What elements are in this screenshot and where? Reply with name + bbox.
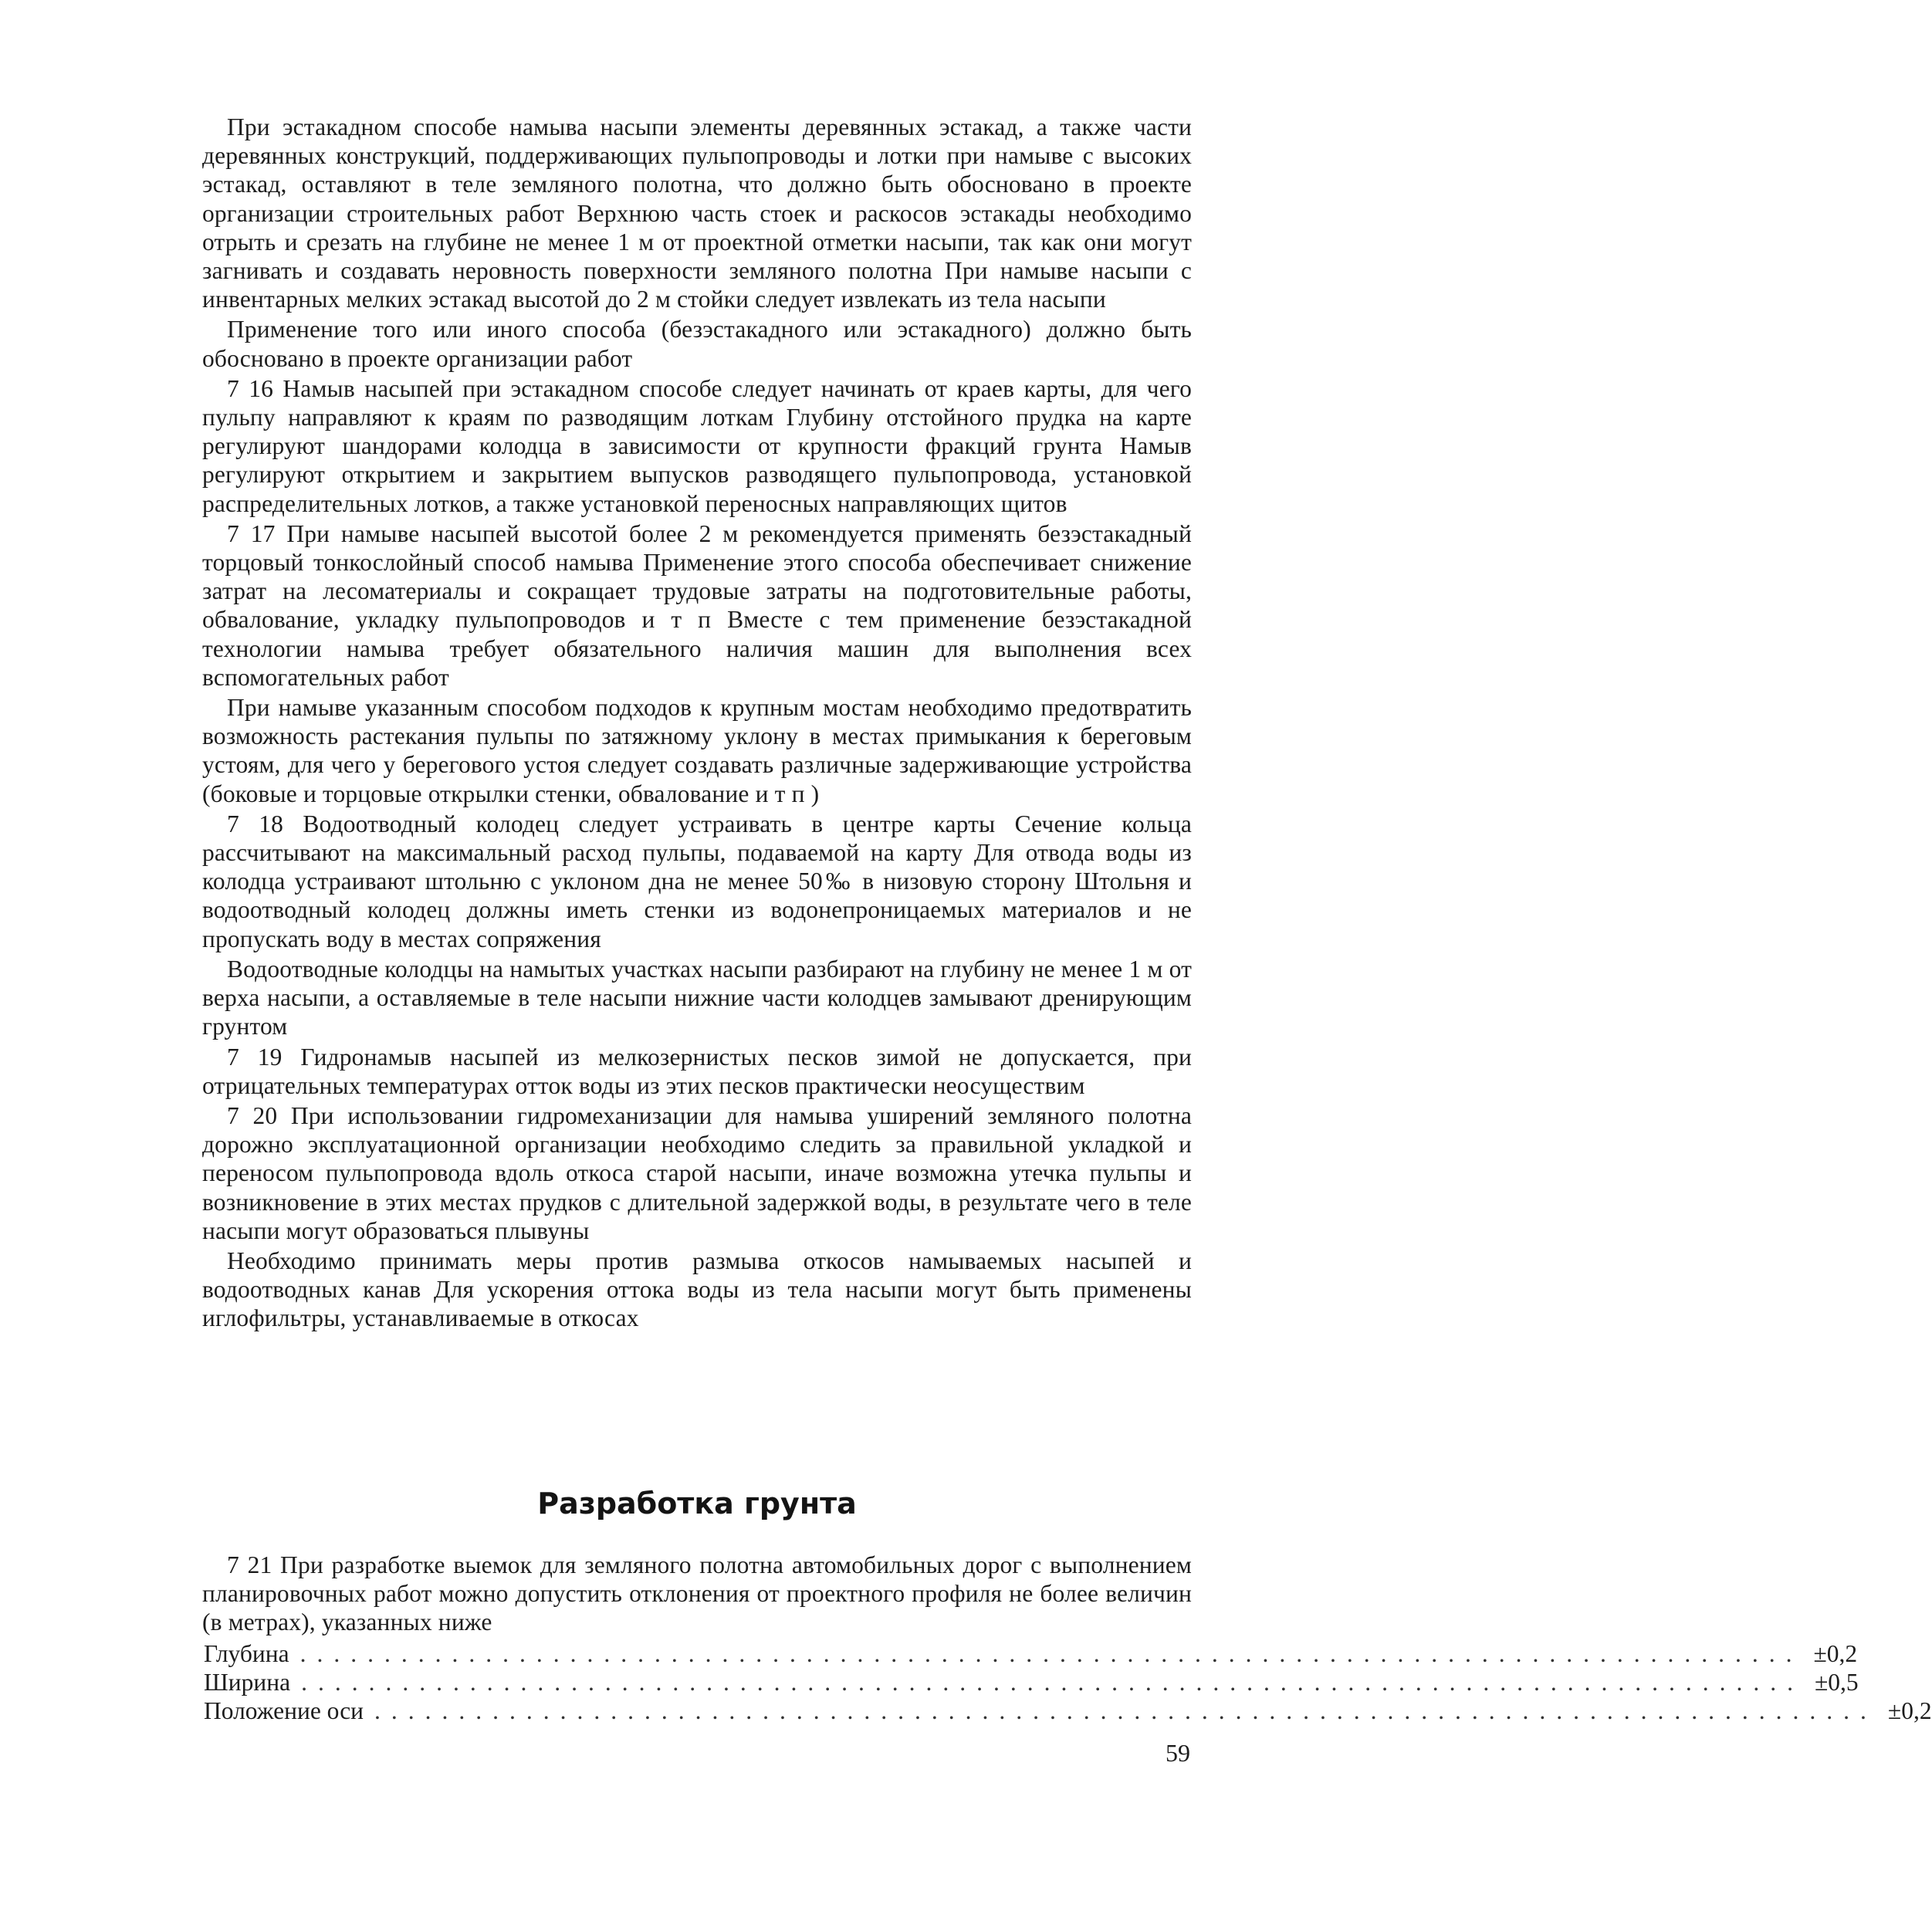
paragraph: Водоотводные колодцы на намытых участках насыпи разбирают на глубину не менее 1 м от верха насыпи, а оставляемые в теле насыпи нижние части колодцев замывают дренирующим грунтом [202,955,1192,1040]
tolerance-row [204,1639,1858,1668]
tolerance-value: ±0,2 [1813,1640,1858,1667]
tolerance-list [204,1639,1932,1725]
dot-leader: ......................................................................................... [301,1669,1804,1696]
paragraph: 7 17 При намыве насыпей высотой более 2 м рекомендуется применять безэстакадный торцовый тонкослойный способ намыва Применение этого способа обеспечивает снижение затрат на лесоматериалы и сокращает трудовые затраты на подготовительные работы, обвалование, укладку пульпопроводов и т п Вместе с тем применение безэстакадной технологии намыва требует обязательного наличия машин для выполнения всех вспомогательных работ [202,519,1192,691]
tolerance-row [204,1668,1859,1696]
tolerance-label: Глубина [204,1640,289,1667]
tolerance-label: Ширина [204,1669,291,1696]
paragraph: 7 16 Намыв насыпей при эстакадном способе следует начинать от краев карты, для чего пульпу направляют к краям по разводящим лоткам Глубину отстойного прудка на карте регулируют шандорами колодца в зависимости от крупности фракций грунта Намыв регулируют открытием и закрытием выпусков разводящего пульпопровода, установкой распределительных лотков, а также установкой переносных направляющих щитов [202,374,1192,517]
paragraph: 7 19 Гидронамыв насыпей из мелкозернистых песков зимой не допускается, при отрицательных температурах отток воды из этих песков практически неосуществим [202,1043,1192,1099]
paragraph: При намыве указанным способом подходов к крупным мостам необходимо предотвратить возможность растекания пульпы по затяжному уклону в местах примыкания к береговым устоям, для чего у берегового устоя следует создавать различные задерживающие устройства (боковые и торцовые открылки стенки, обвалование и т п ) [202,694,1192,807]
paragraph: 7 21 При разработке выемок для земляного полотна автомобильных дорог с выполнением планировочных работ можно допустить отклонения от проектного профиля не более величин (в метрах), указанных ниже [202,1551,1192,1636]
section-intro [202,1551,1192,1639]
paragraph: Необходимо принимать меры против размыва откосов намываемых насыпей и водоотводных канав Для ускорения оттока воды из тела насыпи могут быть применены иглофильтры, устанавливаемые в откосах [202,1247,1192,1332]
tolerance-row [204,1696,1932,1725]
dot-leader: ......................................................................................... [374,1697,1877,1724]
tolerance-label: Положение оси [204,1697,364,1724]
body-text [202,113,1192,1334]
page-number: 59 [1166,1739,1190,1767]
paragraph: 7 20 При использовании гидромеханизации для намыва уширений земляного полотна дорожно эксплуатационной организации необходимо следить за правильной укладкой и переносом пульпопровода вдоль откоса старой насыпи, иначе возможна утечка пульпы и возникновение в этих местах прудков с длительной задержкой воды, в результате чего в теле насыпи могут образоваться плывуны [202,1101,1192,1244]
paragraph: 7 18 Водоотводный колодец следует устраивать в центре карты Сечение кольца рассчитывают на максимальный расход пульпы, подаваемой на карту Для отвода воды из колодца устраивают штольню с уклоном дна не менее 50‰ в низовую сторону Штольня и водоотводный колодец должны иметь стенки из водонепроницаемых материалов и не пропускать воду в местах сопряжения [202,810,1192,952]
dot-leader: ......................................................................................... [299,1640,1803,1667]
paragraph: Применение того или иного способа (безэстакадного или эстакадного) должно быть обосновано в проекте организации работ [202,316,1192,372]
tolerance-value: ±0,5 [1814,1669,1859,1696]
paragraph: При эстакадном способе намыва насыпи элементы деревянных эстакад, а также части деревянных конструкций, поддерживающих пульпопроводы и лотки при намыве с высоких эстакад, оставляют в теле земляного полотна, что должно быть обосновано в проекте организации строительных работ Верхнюю часть стоек и раскосов эстакады необходимо отрыть и срезать на глубине не менее 1 м от проектной отметки насыпи, так как они могут загнивать и создавать неровность поверхности земляного полотна При намыве насыпи с инвентарных мелких эстакад высотой до 2 м стойки следует извлекать из тела насыпи [202,113,1192,313]
section-title: Разработка грунта [537,1487,857,1521]
tolerance-value: ±0,2 [1887,1697,1932,1724]
